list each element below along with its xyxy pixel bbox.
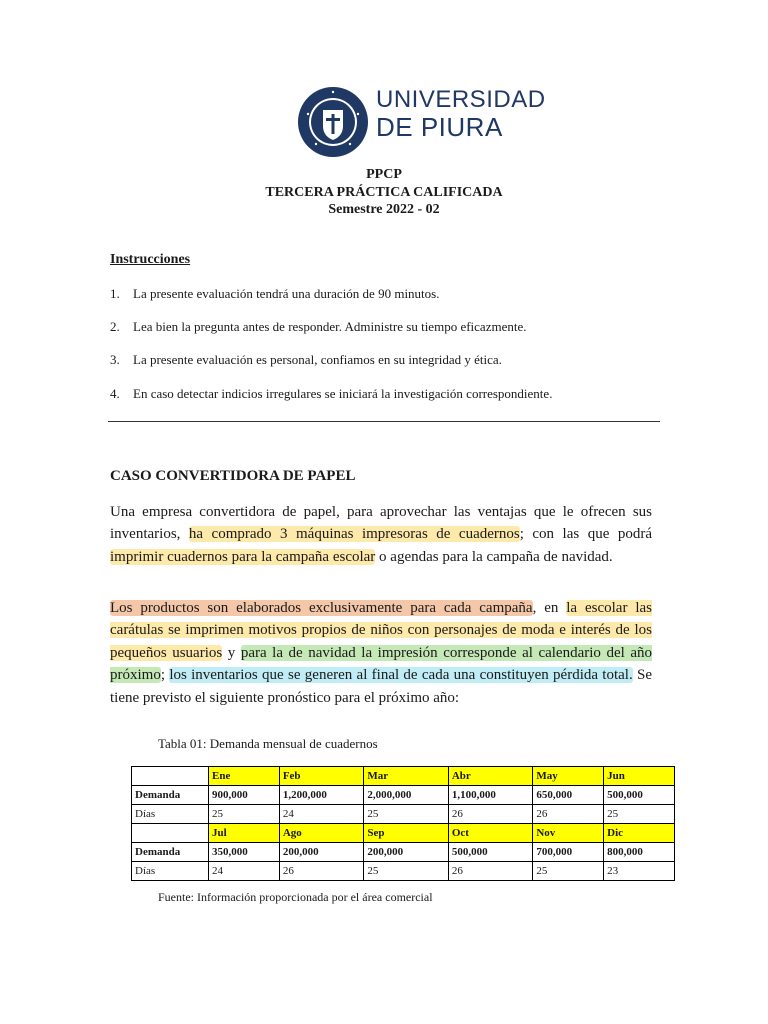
instructions-heading: Instrucciones [110, 252, 191, 267]
university-logo [296, 84, 546, 160]
instruction-item [110, 286, 439, 302]
days-cell: 24 [209, 862, 280, 881]
text-run: Una empresa convertidora de papel, para aprovechar las ventajas que le ofrecen sus inventarios, [110, 504, 652, 543]
month-cell: Ene [209, 767, 280, 786]
exam-title: TERCERA PRÁCTICA CALIFICADA [265, 185, 503, 200]
highlight-yellow: la escolar las carátulas se imprimen motivos propios de niños con personajes de moda e interés de los pequeños usuarios [110, 600, 652, 661]
demand-cell: 200,000 [364, 843, 449, 862]
row-label: Demanda [132, 786, 209, 805]
text-run: o agendas para la campaña de navidad. [375, 548, 613, 565]
month-cell: Nov [533, 824, 604, 843]
highlight-blue: los inventarios que se generen al final de cada una constituyen pérdida total. [169, 667, 633, 684]
table-row [132, 767, 675, 786]
highlight-yellow: imprimir cuadernos para la campaña escolar [110, 548, 376, 565]
demand-cell: 500,000 [604, 786, 675, 805]
month-cell: Abr [448, 767, 533, 786]
days-cell: 25 [604, 805, 675, 824]
case-paragraph-1 [110, 501, 652, 568]
demand-cell: 1,200,000 [279, 786, 364, 805]
section-divider [108, 421, 660, 422]
demand-cell: 800,000 [604, 843, 675, 862]
instruction-text: Lea bien la pregunta antes de responder. Administre su tiempo eficazmente. [133, 319, 527, 334]
text-run: ; con las que podrá [519, 526, 652, 543]
month-cell: Sep [364, 824, 449, 843]
row-label: Días [132, 862, 209, 881]
instruction-item [110, 352, 502, 368]
highlight-orange: Los productos son elaborados exclusivamente para cada campaña [110, 600, 533, 616]
table-row [132, 862, 675, 881]
table-caption: Tabla 01: Demanda mensual de cuadernos [158, 736, 378, 751]
course-code: PPCP [366, 167, 402, 182]
table-cell [132, 767, 209, 786]
demand-cell: 500,000 [448, 843, 533, 862]
logo-text-line2: DE PIURA [376, 112, 503, 142]
instruction-text: La presente evaluación es personal, confiamos en su integridad y ética. [133, 352, 502, 367]
highlight-green: para la de navidad la impresión corresponde al calendario del año próximo [110, 644, 652, 684]
instruction-text: En caso detectar indicios irregulares se iniciará la investigación correspondiente. [133, 386, 553, 401]
instruction-text: La presente evaluación tendrá una duración de 90 minutos. [133, 286, 440, 301]
days-cell: 26 [448, 862, 533, 881]
text-run: y [222, 644, 241, 661]
month-cell: May [533, 767, 604, 786]
demand-cell: 700,000 [533, 843, 604, 862]
demand-cell: 350,000 [209, 843, 280, 862]
row-label: Demanda [132, 843, 209, 862]
table-cell [132, 824, 209, 843]
demand-cell: 1,100,000 [448, 786, 533, 805]
instruction-number: 2. [110, 319, 120, 334]
semester: Semestre 2022 - 02 [328, 202, 440, 217]
month-cell: Jul [209, 824, 280, 843]
demand-cell: 900,000 [209, 786, 280, 805]
demand-cell: 200,000 [279, 843, 364, 862]
days-cell: 25 [209, 805, 280, 824]
text-run: ; [160, 667, 170, 684]
instruction-item [110, 386, 552, 402]
month-cell: Jun [604, 767, 675, 786]
case-paragraph-2 [110, 597, 652, 709]
logo-text-line1: UNIVERSIDAD [376, 86, 546, 113]
case-title: CASO CONVERTIDORA DE PAPEL [110, 468, 356, 484]
days-cell: 25 [364, 805, 449, 824]
demand-cell: 650,000 [533, 786, 604, 805]
days-cell: 24 [279, 805, 364, 824]
demand-table [131, 766, 675, 881]
table-row [132, 824, 675, 843]
days-cell: 25 [533, 862, 604, 881]
table-row [132, 805, 675, 824]
days-cell: 26 [533, 805, 604, 824]
table-row [132, 843, 675, 862]
month-cell: Oct [448, 824, 533, 843]
days-cell: 26 [448, 805, 533, 824]
text-run: Se tiene previsto el siguiente pronóstico para el próximo año: [110, 667, 653, 706]
demand-cell: 2,000,000 [364, 786, 449, 805]
month-cell: Ago [279, 824, 364, 843]
days-cell: 26 [279, 862, 364, 881]
university-seal-icon [296, 84, 370, 160]
table-source: Fuente: Información proporcionada por el área comercial [158, 890, 433, 904]
instruction-number: 3. [110, 352, 120, 367]
days-cell: 25 [364, 862, 449, 881]
highlight-yellow: ha comprado 3 máquinas impresoras de cuadernos [188, 526, 520, 543]
instruction-number: 4. [110, 386, 120, 401]
instruction-item [110, 319, 526, 335]
days-cell: 23 [604, 862, 675, 881]
month-cell: Dic [604, 824, 675, 843]
table-row [132, 786, 675, 805]
month-cell: Mar [364, 767, 449, 786]
text-run: , en [532, 600, 567, 616]
row-label: Días [132, 805, 209, 824]
instruction-number: 1. [110, 286, 120, 301]
month-cell: Feb [279, 767, 364, 786]
